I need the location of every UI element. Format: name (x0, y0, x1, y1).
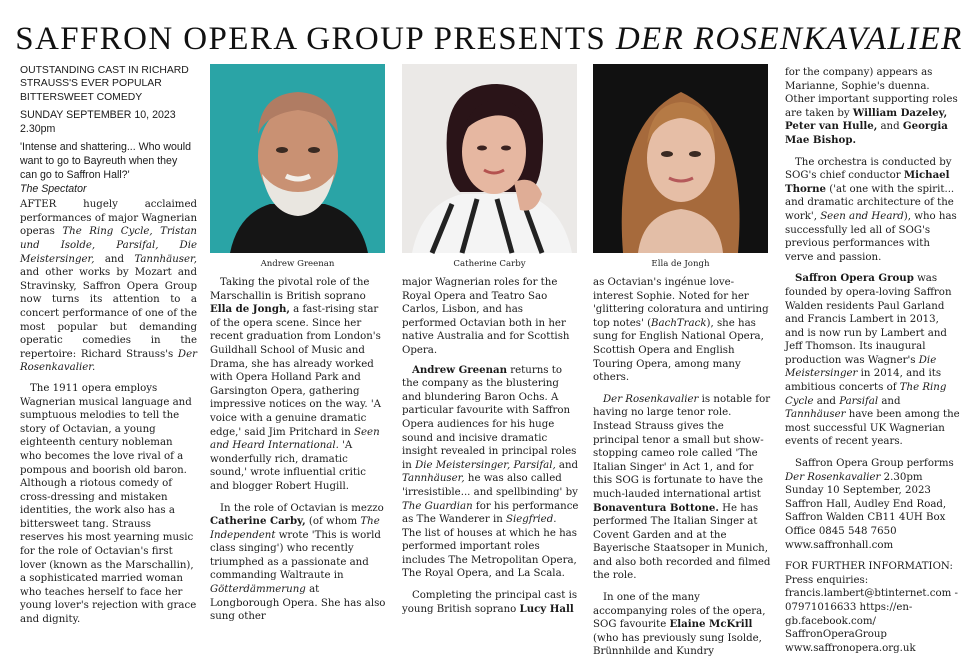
headline-opera-title: DER ROSENKAVALIER (615, 21, 963, 57)
page-headline (0, 22, 978, 56)
kicker: OUTSTANDING CAST IN RICHARD STRAUSS'S EVER POPULAR BITTERSWEET COMEDY (20, 65, 189, 103)
body-paragraph: for the company) appears as Marianne, Sophie's duenna. Other important supporting roles are taken by William Dazeley, Peter van Hulle, and Georgia Mae Bishop. (785, 67, 958, 146)
column-5 (785, 66, 960, 655)
event-time: 2.30pm (20, 123, 56, 136)
quote-source: The Spectator (20, 183, 87, 196)
body-paragraph: as Octavian's ingénue love-interest Sophie. Noted for her 'glittering coloratura and untiring top notes' (BachTrack), she has sung for English National Opera, Scottish Opera and English Touring Opera, among many others. (593, 277, 769, 384)
body-paragraph: In the role of Octavian is mezzo Catherine Carby, (of whom The Independent wrote 'This is world class singing') who recently triumphed as a passionate and commanding Waltraute in Götterdämmerung at Longborough Opera. She has also sung other (210, 502, 386, 623)
body-paragraph: Taking the pivotal role of the Marschallin is British soprano Ella de Jongh, a fast-rising star of the opera scene. Since her recent graduation from London's Guildhall School of Music and Drama, she has already worked with Opera Holland Park and Garsington Opera, gathering impressive notices on the way. 'A voice with a genuine dramatic edge,' said Jim Pritchard in Seen and Heard International. 'A wonderfully rich, dramatic sound,' wrote influential critic and blogger Robert Hugill. (210, 277, 382, 492)
body-paragraph: Completing the principal cast is young British soprano Lucy Hall (402, 590, 578, 615)
photo-ella-de-jongh (593, 64, 768, 253)
body-paragraph: major Wagnerian roles for the Royal Opera and Teatro Sao Carlos, Lisbon, and has performed Octavian both in her native Australia and for Scottish Opera. (402, 277, 570, 356)
body-paragraph: Saffron Opera Group was founded by opera-loving Saffron Walden residents Paul Garland and Francis Lambert in 2013, and is now run by Lambert and Jeff Thomson. Its inaugural production was Wagner's Die Meistersinger in 2014, and its ambitious concerts of The Ring Cycle and Parsifal and Tannhäuser have been among the most successful UK Wagnerian events of recent years. (785, 272, 960, 448)
column-3 (402, 276, 579, 616)
headline-text: SAFFRON OPERA GROUP PRESENTS (15, 21, 616, 57)
press-quote: 'Intense and shattering... Who would want to go to Bayreuth when they can go to Saffron Hall?' (20, 141, 192, 182)
body-paragraph: The orchestra is conducted by SOG's chief conductor Michael Thorne ('at one with the spirit... and dramatic architecture of the work', Seen and Heard), who has successfully led all of SOG's previous performances with verve and passion. (785, 156, 957, 263)
event-date: SUNDAY SEPTEMBER 10, 2023 (20, 109, 176, 122)
column-2 (210, 276, 388, 624)
photo-catherine-carby (402, 64, 577, 253)
column-1 (20, 64, 197, 627)
body-paragraph: AFTER hugely acclaimed performances of major Wagnerian operas The Ring Cycle, Tristan und Isolde, Parsifal, Die Meistersinger, and Tannhäuser, and other works by Mozart and Stravinsky, Saffron Opera Group now turns its attention to a concert performance of one of the most popular but demanding operatic comedies in the repertoire: Richard Strauss's Der Rosenkavalier. (20, 199, 197, 374)
body-paragraph: In one of the many accompanying roles of the opera, SOG favourite Elaine McKrill (who has previously sung Isolde, Brünnhilde and Kundry (593, 592, 766, 658)
body-paragraph: Andrew Greenan returns to the company as the blustering and blundering Baron Ochs. A particular favourite with Saffron Opera audiences for his huge sound and incisive dramatic insight revealed in principal roles in Die Meistersinger, Parsifal, and Tannhäuser, he was also called 'irresistible... and spellbinding' by The Guardian for his performance as The Wanderer in Siegfried. The list of houses at which he has performed important roles includes The Metropolitan Opera, The Royal Opera, and La Scala. (402, 363, 579, 580)
photo-caption: Catherine Carby (453, 259, 526, 269)
photo-caption: Ella de Jongh (651, 259, 710, 269)
photo-caption: Andrew Greenan (260, 259, 335, 269)
body-paragraph: Der Rosenkavalier is notable for having no large tenor role. Instead Strauss gives the principal tenor a small but show-stopping cameo role called 'The Italian Singer' in Act 1, and for this SOG is fortunate to have the much-lauded international artist Bonaventura Bottone. He has performed The Italian Singer at Covent Garden and at the Bayerische Staatsoper in Munich, and also both recorded and filmed the role. (593, 393, 771, 582)
body-paragraph: The 1911 opera employs Wagnerian musical language and sumptuous melodies to tell the story of Octavian, a young eighteenth century nobleman who becomes the love rival of a pompous and boorish old baron. Although a riotous comedy of cross-dressing and mistaken identities, the work also has a bittersweet tang. Strauss reserves his most yearning music for the role of Octavian's first lover (known as the Marschallin), a sophisticated married woman who teaches herself to face her young lover's rejection with grace and dignity. (20, 382, 197, 626)
contact-info: FOR FURTHER INFORMATION: Press enquiries: francis.lambert@btinternet.com - 07971016633 https://en-gb.facebook.com/ SaffronOperaGroup www.saffronopera.org.uk (785, 561, 958, 654)
column-4 (593, 276, 771, 659)
photo-andrew-greenan (210, 64, 385, 253)
event-details: Saffron Opera Group performs Der Rosenkavalier 2.30pm Sunday 10 September, 2023 Saffron Hall, Audley End Road, Saffron Walden CB11 4UH Box Office 0845 548 7650 www.saffronhall.com (785, 458, 954, 551)
